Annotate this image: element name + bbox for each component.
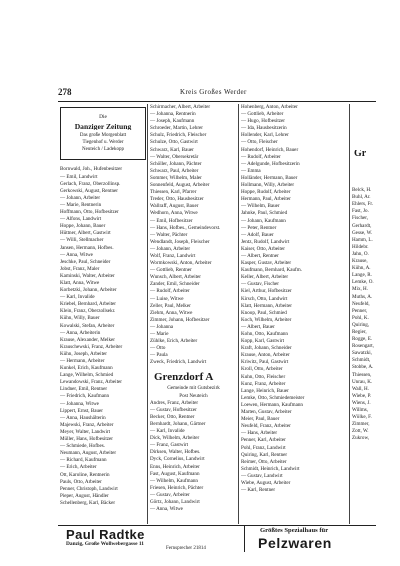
directory-entry: — Gottlieb, Arbeiter bbox=[241, 111, 284, 118]
directory-entry: Holländer, Hermann, Bauer bbox=[241, 174, 298, 181]
directory-entry: — Luise, Witwe bbox=[150, 295, 184, 302]
directory-entry: Hohendorf, Heinrich, Bauer bbox=[241, 146, 299, 153]
advertiser-address: Danzig, Große Wollwebergasse 11 bbox=[66, 541, 144, 547]
directory-entry: Lindner, Emil, Rentner bbox=[60, 386, 108, 393]
directory-entry: — Willi, Stellmacher bbox=[60, 237, 104, 244]
section-title: Gr bbox=[354, 150, 367, 158]
directory-entry: Jentz, Rudolf, Landwirt bbox=[241, 238, 290, 245]
directory-entry: — Erich, Arbeiter bbox=[60, 464, 97, 471]
column-divider bbox=[349, 104, 350, 524]
directory-entry: Andres, Franz, Arbeiter bbox=[150, 399, 199, 406]
directory-entry: — Gustav, Fischer bbox=[241, 281, 280, 288]
newspaper-advertisement bbox=[60, 107, 146, 160]
directory-entry: — Johann, Arbeiter bbox=[150, 245, 191, 252]
directory-entry: Hermann, Paul, Arbeiter bbox=[241, 196, 291, 203]
ad-line-4: Tiegenhof u. Werder bbox=[82, 140, 124, 146]
directory-entry: Lange, Heinrich, Bauer bbox=[241, 387, 289, 394]
directory-entry: Zott, W. bbox=[352, 428, 369, 435]
directory-entry: Krause, bbox=[352, 258, 368, 265]
directory-entry: Enns, Heinrich, Arbeiter bbox=[150, 463, 200, 470]
directory-entry: Schmidt, Heinrich, Landwirt bbox=[241, 465, 300, 472]
page-header bbox=[58, 87, 378, 101]
ad-line-5: Neuteich / Ladekopp bbox=[82, 147, 124, 153]
directory-entry: Schwarz, Paul, Arbeiter bbox=[150, 167, 199, 174]
directory-entry: Kuhn, Otto, Fleischer bbox=[241, 373, 286, 380]
directory-entry: Kriebel, Bernhard, Arbeiter bbox=[60, 301, 117, 308]
directory-entry: Jahnke, Paul, Schmied bbox=[241, 210, 288, 217]
entry-list bbox=[60, 166, 146, 507]
directory-entry: Zweck, Friedrich, Landwirt bbox=[150, 359, 207, 366]
directory-entry: Neufeld, Franz, Arbeiter bbox=[241, 423, 291, 430]
directory-entry: Thiessen, Karl, Pfarrer bbox=[150, 189, 197, 196]
directory-entry: Wedhorn, Anna, Witwe bbox=[150, 210, 198, 217]
directory-entry: Schmidt, bbox=[352, 357, 371, 364]
ad-line-3: Das große Morgenblatt bbox=[79, 133, 127, 139]
directory-entry: Fast, August, Kaufmann bbox=[150, 470, 200, 477]
directory-entry: Kohn, Otto, Kaufmann bbox=[241, 331, 288, 337]
directory-entry: Friesen, Heinrich, Pächter bbox=[150, 484, 204, 491]
directory-entry: — Hermann, Arbeiter bbox=[60, 358, 105, 364]
directory-entry: Penner, Christoph, Landwirt bbox=[60, 485, 118, 492]
product-block bbox=[248, 526, 376, 552]
directory-entry: — Richard, Kaufmann bbox=[60, 457, 107, 464]
directory-entry: Reimer, Otto, Arbeiter bbox=[241, 458, 287, 465]
directory-entry: — Friedrich, Kaufmann bbox=[60, 393, 110, 400]
directory-entry: — Emma bbox=[241, 167, 261, 174]
directory-entry: Jansen, Hermann, Hofbes. bbox=[60, 244, 114, 251]
footer-advertisement bbox=[58, 525, 376, 552]
directory-entry: Kaufmann, Bernhard, Kaufm. bbox=[241, 267, 302, 274]
directory-entry: — Rudolf, Arbeiter bbox=[150, 288, 190, 295]
directory-entry: Fast, Jo. bbox=[352, 208, 369, 215]
directory-entry: — Gustav, Arbeiter bbox=[150, 491, 190, 498]
ad-title: Danziger Zeitung bbox=[74, 123, 132, 131]
directory-entry: Krauschewski, Franz, Arbeiter bbox=[60, 343, 123, 350]
directory-entry: Krause, Alexander, Melker bbox=[60, 336, 115, 343]
directory-entry: — Anna, Witwe bbox=[150, 506, 183, 513]
directory-entry: Rosengart, bbox=[352, 343, 374, 350]
directory-entry: Gerlach, Franz, Oberzollinsp. bbox=[60, 180, 121, 187]
directory-entry: — Karl, Invalide bbox=[150, 428, 185, 435]
directory-entry: Ott, Karoline, Rentnerin bbox=[60, 471, 110, 478]
directory-entry: Kaminski, Walter, Arbeiter bbox=[60, 272, 115, 279]
directory-entry: Ehlers, Fr. bbox=[352, 201, 374, 208]
directory-entry: Lippert, Ernst, Bauer bbox=[60, 407, 104, 414]
directory-entry: Hoppe, Johann, Bauer bbox=[60, 223, 106, 230]
directory-entry: Wölke, F. bbox=[352, 414, 372, 421]
directory-entry: Wolf, Franz, Landwirt bbox=[150, 252, 196, 259]
header-rule bbox=[58, 101, 376, 102]
column-divider bbox=[147, 104, 148, 524]
directory-entry: Sawatzki, bbox=[352, 350, 372, 357]
directory-entry: Kunkel, Erich, Kaufmann bbox=[60, 365, 113, 372]
directory-entry: — Marie bbox=[150, 331, 169, 337]
directory-entry: — Otto, Fleischer bbox=[241, 139, 278, 146]
directory-entry: Lewandowski, Franz, Arbeiter bbox=[60, 379, 122, 386]
directory-entry: Zühlke, Erich, Arbeiter bbox=[150, 338, 198, 345]
directory-entry: — Franz, Gastwirt bbox=[150, 442, 189, 449]
directory-entry: — Johanna bbox=[150, 323, 174, 330]
directory-entry: Krause, Anton, Arbeiter bbox=[241, 352, 290, 359]
directory-entry: Hohenberg, Anton, Arbeiter bbox=[241, 104, 298, 110]
directory-entry: Lemke, Otto, Schmiedemeister bbox=[241, 394, 305, 401]
directory-entry: Dirksen, Walter, Hofbes. bbox=[150, 449, 201, 456]
directory-entry: — Wilhelm, Kaufmann bbox=[150, 477, 198, 484]
directory-entry: Zimmer, bbox=[352, 421, 370, 428]
directory-entry: Jeschke, Paul, Schneider bbox=[60, 258, 111, 265]
directory-entry: — Johann, Arbeiter bbox=[60, 194, 101, 201]
directory-entry: Thiessen, bbox=[352, 371, 372, 378]
directory-entry: — Albert, Rentner bbox=[241, 252, 279, 259]
directory-entry: Hoffmann, Otto, Hofbesitzer bbox=[60, 209, 119, 216]
directory-entry: Schulz, Friedrich, Fleischer bbox=[150, 132, 207, 139]
directory-entry: — Johanna, Witwe bbox=[60, 400, 99, 407]
directory-entry: Marten, Gustav, Arbeiter bbox=[241, 409, 292, 416]
directory-entry: Korbetzki, Johann, Arbeiter bbox=[60, 287, 117, 294]
directory-entry: Kühn, Joseph, Arbeiter bbox=[60, 350, 107, 357]
directory-entry: Zander, Emil, Schneider bbox=[150, 281, 200, 288]
directory-entry: — Gustav, Hofbesitzer bbox=[150, 406, 197, 413]
advertiser-name: Paul Radtke bbox=[66, 527, 145, 542]
directory-entry: Ziehm, Anna, Witwe bbox=[150, 309, 193, 316]
directory-entry: — Hans, Arbeiter bbox=[241, 430, 278, 437]
directory-entry: Rogge, E. bbox=[352, 336, 373, 343]
directory-entry: Hamm, L. bbox=[352, 236, 373, 243]
column-4 bbox=[352, 104, 378, 442]
directory-entry: Kühn, A. bbox=[352, 265, 371, 272]
column-2 bbox=[150, 104, 237, 513]
directory-entry: — Karl, Rentner bbox=[241, 487, 276, 494]
directory-entry: Buhl, Ar. bbox=[352, 194, 371, 201]
directory-entry: Klein, Franz, Oberzollsekr. bbox=[60, 308, 116, 315]
directory-entry: — Albert, Bauer bbox=[241, 323, 275, 330]
directory-entry: Kirsch, Otto, Landwirt bbox=[241, 295, 288, 302]
directory-entry: Pohl, Franz, Landwirt bbox=[241, 444, 286, 451]
directory-entry: — Johann, Kaufmann bbox=[241, 217, 286, 224]
directory-entry: — Ida, Hausbesitzerin bbox=[241, 125, 287, 132]
directory-entry: — Alfons, Landwirt bbox=[60, 216, 102, 223]
column-3 bbox=[241, 104, 329, 494]
directory-entry: Hoppe, Rudolf, Arbeiter bbox=[241, 189, 291, 196]
directory-entry: Kühn, Willy, Bauer bbox=[60, 315, 100, 322]
directory-entry: — Hugo, Hofbesitzer bbox=[241, 118, 285, 125]
directory-entry: — Gottlieb, Rentner bbox=[150, 267, 192, 274]
directory-entry: Hollender, Karl, Lehrer bbox=[241, 132, 289, 139]
directory-entry: — Anna, Witwe bbox=[60, 251, 93, 258]
directory-entry: Willms, bbox=[352, 407, 369, 413]
directory-entry: Kasper, Gustav, Arbeiter bbox=[241, 260, 292, 267]
directory-entry: Jahn, O. bbox=[352, 250, 369, 257]
advertiser-block bbox=[58, 526, 245, 552]
directory-entry: Kiel, Arthur, Hofbesitzer bbox=[241, 288, 292, 295]
directory-entry: — Walter, Pächter bbox=[150, 231, 188, 238]
directory-entry: Wiens, J. bbox=[352, 399, 371, 406]
directory-entry: Penner, Karl, Arbeiter bbox=[241, 437, 286, 444]
directory-entry: — Schmiede, Hofbes. bbox=[60, 443, 105, 450]
directory-entry: — Johanna, Rentnerin bbox=[150, 111, 196, 118]
directory-entry: Wallraff, August, Bauer bbox=[150, 203, 199, 210]
directory-entry: — Karl, Invalide bbox=[60, 294, 95, 301]
directory-entry: — Walter, Obersekretär bbox=[150, 153, 199, 160]
directory-entry: — Adolf, Bauer bbox=[241, 231, 274, 238]
directory-entry: Lange, R. bbox=[352, 272, 372, 279]
directory-entry: Kraft, Johann, Schneider bbox=[241, 345, 292, 352]
section-subtitle: Gemeinde mit Gutsbezirk bbox=[167, 385, 220, 392]
directory-entry: Unrau, K. bbox=[352, 378, 373, 385]
directory-entry: Regier, bbox=[352, 328, 367, 335]
directory-entry: — Otto bbox=[150, 345, 166, 352]
directory-entry: — Paula bbox=[150, 352, 168, 359]
directory-entry: Keller, Albert, Arbeiter bbox=[241, 274, 289, 281]
directory-entry: Becker, Otto, Rentner bbox=[150, 413, 195, 420]
directory-entry: Majewski, Franz, Arbeiter bbox=[60, 421, 114, 428]
page-number: 278 bbox=[58, 87, 72, 97]
directory-entry: Lange, Wilhelm, Schmied bbox=[60, 372, 114, 379]
directory-entry: — Peter, Rentner bbox=[241, 224, 277, 231]
directory-entry: Belck, H. bbox=[352, 187, 372, 194]
ad-line-1: Die bbox=[99, 114, 107, 120]
directory-entry: Dick, Wilhelm, Arbeiter bbox=[150, 435, 200, 442]
directory-entry: Hildebr. bbox=[352, 243, 369, 250]
directory-entry: Zukrow, bbox=[352, 435, 370, 442]
directory-entry: — Joseph, Kaufmann bbox=[150, 118, 195, 125]
directory-entry: Quiring, Karl, Rentner bbox=[241, 451, 288, 458]
directory-entry: — Gustav, Landwirt bbox=[241, 472, 283, 479]
directory-entry: Neufeld, bbox=[352, 300, 370, 307]
directory-entry: Gerhardt, bbox=[352, 222, 372, 229]
directory-entry: Gesse, W. bbox=[352, 229, 373, 236]
column-1 bbox=[60, 104, 146, 507]
directory-entry: — Marie, Rentnerin bbox=[60, 201, 102, 208]
directory-entry: Wunsch, Albert, Arbeiter bbox=[150, 274, 202, 281]
directory-entry: Kunz, Franz, Arbeiter bbox=[241, 380, 286, 387]
directory-entry: Koch, Wilhelm, Arbeiter bbox=[241, 316, 292, 323]
directory-entry: Stobbe, A. bbox=[352, 364, 374, 371]
running-title: Kreis Großes Werder bbox=[180, 88, 247, 96]
directory-entry: Klatt, Anna, Witwe bbox=[60, 279, 100, 286]
directory-entry: — Emil, Landwirt bbox=[60, 173, 98, 180]
directory-entry: Schöller, Johann, Pächter bbox=[150, 160, 202, 167]
directory-entry: Bornwald, Joh., Hufenbesitzer bbox=[60, 166, 123, 173]
entry-list bbox=[241, 104, 329, 494]
column-divider bbox=[238, 104, 239, 524]
directory-entry: Neumann, August, Arbeiter bbox=[60, 450, 117, 457]
directory-entry: Mix, H. bbox=[352, 286, 368, 293]
directory-entry: Pohl, K. bbox=[352, 314, 369, 321]
directory-entry: Wormkowski, Anton, Arbeiter bbox=[150, 260, 212, 267]
entry-list bbox=[150, 400, 237, 514]
directory-entry: Zeller, Paul, Melker bbox=[150, 302, 191, 309]
directory-entry: Kaiser, Otto, Arbeiter bbox=[241, 245, 285, 252]
directory-entry: Kopp, Karl, Gastwirt bbox=[241, 338, 285, 345]
directory-entry: Knoop, Paul, Schmied bbox=[241, 309, 287, 316]
directory-entry: Schwarz, Karl, Bauer bbox=[150, 146, 194, 153]
directory-entry: Görtz, Johann, Landwirt bbox=[150, 498, 200, 505]
directory-entry: Wall, H. bbox=[352, 385, 369, 392]
directory-entry: Lemke, O. bbox=[352, 279, 374, 286]
directory-entry: Schroeder, Martin, Lehrer bbox=[150, 125, 203, 132]
directory-entry: Muths, A. bbox=[352, 293, 373, 300]
directory-entry: Penner, bbox=[352, 307, 368, 314]
directory-entry: Sonnenfeld, August, Arbeiter bbox=[150, 182, 210, 189]
product-name: Pelzwaren bbox=[258, 535, 332, 551]
directory-entry: Schirmacher, Albert, Arbeiter bbox=[150, 104, 211, 110]
advertiser-tagline: Größtes Spezialhaus für bbox=[260, 527, 329, 534]
directory-entry: Kowalski, Stefan, Arbeiter bbox=[60, 322, 115, 329]
directory-entry: — Emil, Hofbesitzer bbox=[150, 217, 193, 224]
directory-entry: Müller, Hans, Hofbesitzer bbox=[60, 436, 113, 443]
directory-entry: Schellenberg, Karl, Bäcker bbox=[60, 499, 116, 506]
directory-entry: Pauls, Otto, Arbeiter bbox=[60, 478, 102, 485]
directory-entry: Klatt, Hermann, Arbeiter bbox=[241, 302, 292, 309]
directory-entry: Wiebe, P. bbox=[352, 392, 372, 399]
directory-entry: — Adelgunde, Hofbesitzerin bbox=[241, 160, 300, 167]
directory-entry: Zimmer, Johann, Hofbesitzer bbox=[150, 316, 210, 323]
directory-entry: Hüttner, Albert, Gastwirt bbox=[60, 230, 111, 237]
directory-entry: — Anna, Arbeiterin bbox=[60, 329, 101, 336]
directory-entry: Meier, Paul, Bauer bbox=[241, 416, 280, 423]
directory-entry: Hollmann, Willy, Arbeiter bbox=[241, 182, 295, 189]
section-title: Grenzdorf A bbox=[154, 371, 214, 384]
section-subtitle: Post Neuteich bbox=[179, 392, 208, 399]
entry-list bbox=[150, 104, 237, 366]
directory-entry: Meyer, Walter, Landwirt bbox=[60, 428, 111, 435]
advertiser-phone: Fernsprecher 21814 bbox=[166, 546, 206, 551]
directory-entry: Gerkowski, August, Rentner bbox=[60, 187, 119, 194]
directory-entry: Fischer, bbox=[352, 215, 369, 222]
directory-entry: Wiebe, August, Arbeiter bbox=[241, 479, 291, 486]
directory-entry: Quiring, bbox=[352, 321, 370, 328]
entry-list bbox=[352, 187, 378, 442]
directory-entry: Treder, Otto, Hausbesitzer bbox=[150, 196, 204, 203]
directory-entry: — Hans, Hofbes., Gemeindevorst. bbox=[150, 224, 221, 231]
directory-entry: Jobst, Franz, Maler bbox=[60, 265, 100, 272]
directory-entry: Dyck, Cornelius, Landwirt bbox=[150, 456, 205, 463]
directory-entry: Pieper, August, Händler bbox=[60, 492, 109, 499]
directory-entry: Loewen, Hermann, Kaufmann bbox=[241, 401, 303, 408]
directory-entry: Wendlandt, Joseph, Fleischer bbox=[150, 238, 210, 245]
directory-entry: — Anna, Haushälterin bbox=[60, 414, 106, 421]
directory-entry: — Rudolf, Arbeiter bbox=[241, 153, 281, 160]
directory-entry: Bernhardt, Johann, Gärtner bbox=[150, 420, 206, 427]
directory-entry: Kriwitz, Paul, Gastwirt bbox=[241, 359, 289, 366]
directory-entry: Schulze, Otto, Gastwirt bbox=[150, 139, 198, 146]
directory-entry: Sommer, Wilhelm, Maler bbox=[150, 174, 202, 181]
directory-entry: Kroll, Otto, Arbeiter bbox=[241, 366, 283, 373]
directory-entry: — Wilhelm, Bauer bbox=[241, 203, 280, 210]
